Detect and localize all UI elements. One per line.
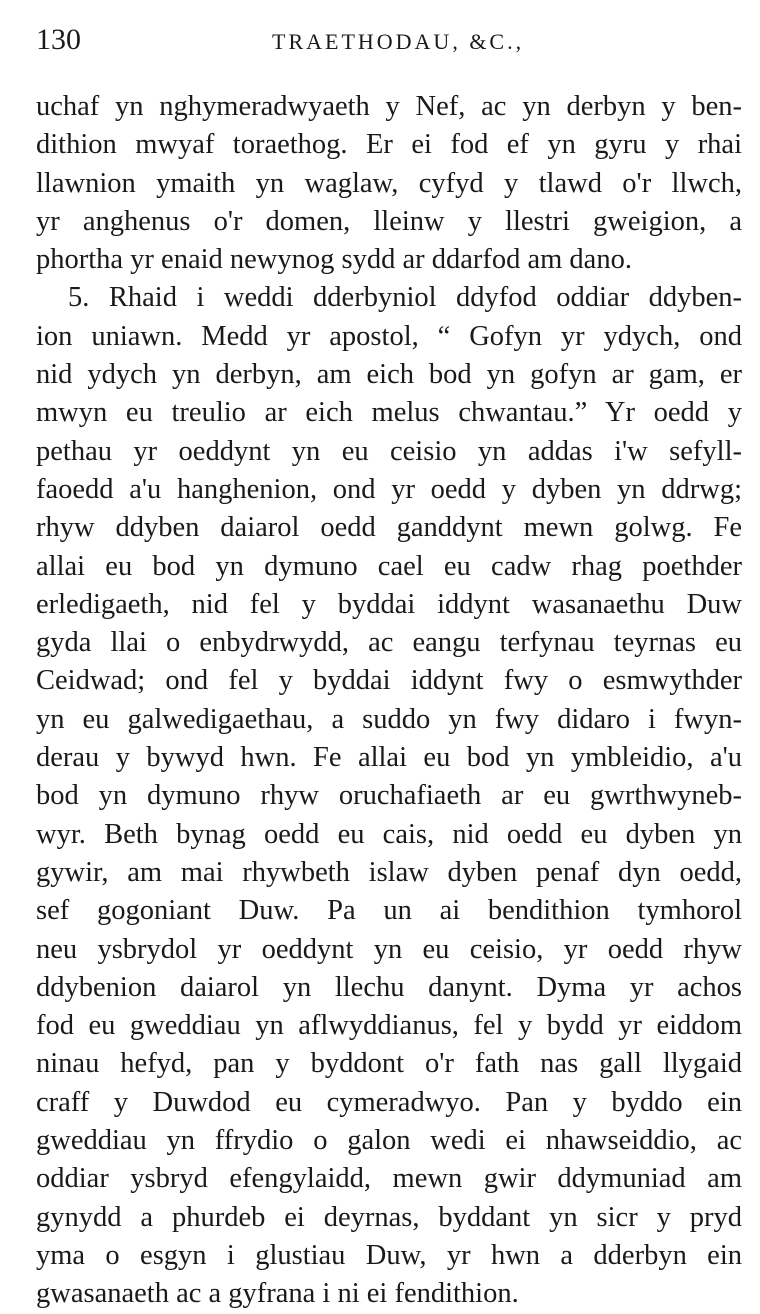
text-line: allai eu bod yn dymuno cael eu cadw rhag poethder <box>36 550 742 582</box>
text-line: ddybenion daiarol yn llechu danynt. Dyma yr achos <box>36 971 742 1003</box>
text-line: wyr. Beth bynag oedd eu cais, nid oedd eu dyben yn <box>36 818 742 850</box>
text-line: rhyw ddyben daiarol oedd ganddynt mewn golwg. Fe <box>36 512 742 544</box>
text-line: yn eu galwedigaethau, a suddo yn fwy didaro i fwyn- <box>36 703 742 735</box>
page-header <box>36 22 726 62</box>
text-line: bod yn dymuno rhyw oruchafiaeth ar eu gwrthwyneb- <box>36 780 742 812</box>
text-line: 5. Rhaid i weddi dderbyniol ddyfod oddiar ddyben- <box>68 282 742 314</box>
text-line: dithion mwyaf toraethog. Er ei fod ef yn gyru y rhai <box>36 129 742 161</box>
text-line: faoedd a'u hanghenion, ond yr oedd y dyben yn ddrwg; <box>36 473 742 505</box>
text-line: neu ysbrydol yr oeddynt yn eu ceisio, yr oedd rhyw <box>36 933 742 965</box>
text-line: fod eu gweddiau yn aflwyddianus, fel y bydd yr eiddom <box>36 1010 742 1042</box>
text-line: gyda llai o enbydrwydd, ac eangu terfynau teyrnas eu <box>36 627 742 659</box>
text-line: Ceidwad; ond fel y byddai iddynt fwy o esmwythder <box>36 665 742 697</box>
text-line: erledigaeth, nid fel y byddai iddynt wasanaethu Duw <box>36 588 742 620</box>
text-line: gwasanaeth ac a gyfrana i ni ei fendithion. <box>36 1278 519 1310</box>
text-line: ion uniawn. Medd yr apostol, “ Gofyn yr ydych, ond <box>36 320 742 352</box>
text-line: phortha yr enaid newynog sydd ar ddarfod am dano. <box>36 244 632 276</box>
text-line: pethau yr oeddynt yn eu ceisio yn addas i'w sefyll- <box>36 435 742 467</box>
running-head: TRAETHODAU, &C., <box>272 29 525 54</box>
page-number: 130 <box>36 23 81 56</box>
text-line: sef gogoniant Duw. Pa un ai bendithion tymhorol <box>36 895 742 927</box>
text-line: craff y Duwdod eu cymeradwyo. Pan y byddo ein <box>36 1086 742 1118</box>
text-line: mwyn eu treulio ar eich melus chwantau.” Yr oedd y <box>36 397 742 429</box>
text-line: nid ydych yn derbyn, am eich bod yn gofyn ar gam, er <box>36 359 742 391</box>
body-text <box>36 88 742 1314</box>
text-line: yr anghenus o'r domen, lleinw y llestri gweigion, a <box>36 205 742 237</box>
text-line: uchaf yn nghymeradwyaeth y Nef, ac yn derbyn y ben- <box>36 91 742 122</box>
text-line: gweddiau yn ffrydio o galon wedi ei nhawseiddio, ac <box>36 1125 742 1157</box>
text-line: yma o esgyn i glustiau Duw, yr hwn a dderbyn ein <box>36 1239 742 1271</box>
text-line: derau y bywyd hwn. Fe allai eu bod yn ymbleidio, a'u <box>36 742 742 774</box>
text-line: gywir, am mai rhywbeth islaw dyben penaf dyn oedd, <box>36 856 742 888</box>
text-line: ninau hefyd, pan y byddont o'r fath nas gall llygaid <box>36 1048 742 1080</box>
text-line: oddiar ysbryd efengylaidd, mewn gwir ddymuniad am <box>36 1163 742 1195</box>
text-line: gynydd a phurdeb ei deyrnas, byddant yn sicr y pryd <box>36 1201 742 1233</box>
text-line: llawnion ymaith yn waglaw, cyfyd y tlawd o'r llwch, <box>36 167 742 199</box>
